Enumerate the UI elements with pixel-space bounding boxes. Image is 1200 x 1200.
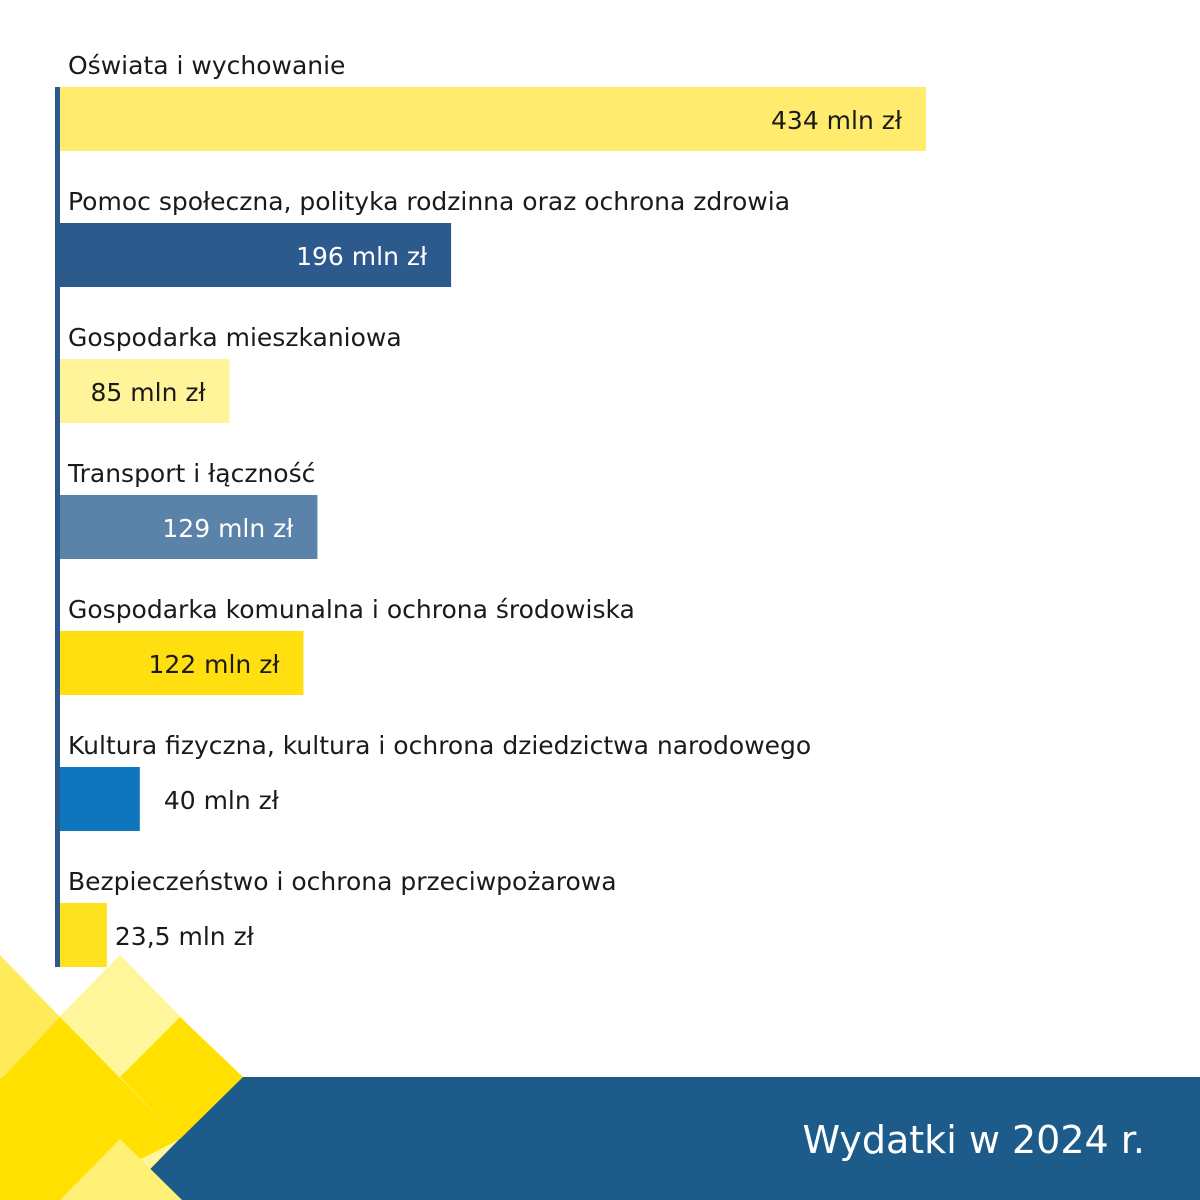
category-label: Gospodarka komunalna i ochrona środowiska (68, 595, 635, 624)
category-label: Bezpieczeństwo i ochrona przeciwpożarowa (68, 867, 617, 896)
value-label: 122 mln zł (148, 650, 280, 679)
category-label: Kultura fizyczna, kultura i ochrona dziedzictwa narodowego (68, 731, 812, 760)
bars-layer (60, 51, 926, 967)
category-label: Pomoc społeczna, polityka rodzinna oraz ochrona zdrowia (68, 187, 791, 216)
chart-title: Wydatki w 2024 r. (802, 1118, 1145, 1162)
bar (60, 903, 107, 967)
category-label: Transport i łączność (68, 459, 316, 488)
value-label: 196 mln zł (296, 242, 428, 271)
bar (60, 767, 140, 831)
value-label: 434 mln zł (771, 106, 902, 135)
decoration (0, 955, 1200, 1200)
category-label: Gospodarka mieszkaniowa (68, 323, 402, 352)
value-label: 85 mln zł (90, 378, 206, 407)
value-label: 40 mln zł (163, 786, 279, 815)
category-label: Oświata i wychowanie (68, 51, 346, 80)
y-axis-line (55, 87, 60, 967)
value-label: 23,5 mln zł (114, 922, 254, 951)
value-label: 129 mln zł (162, 514, 294, 543)
